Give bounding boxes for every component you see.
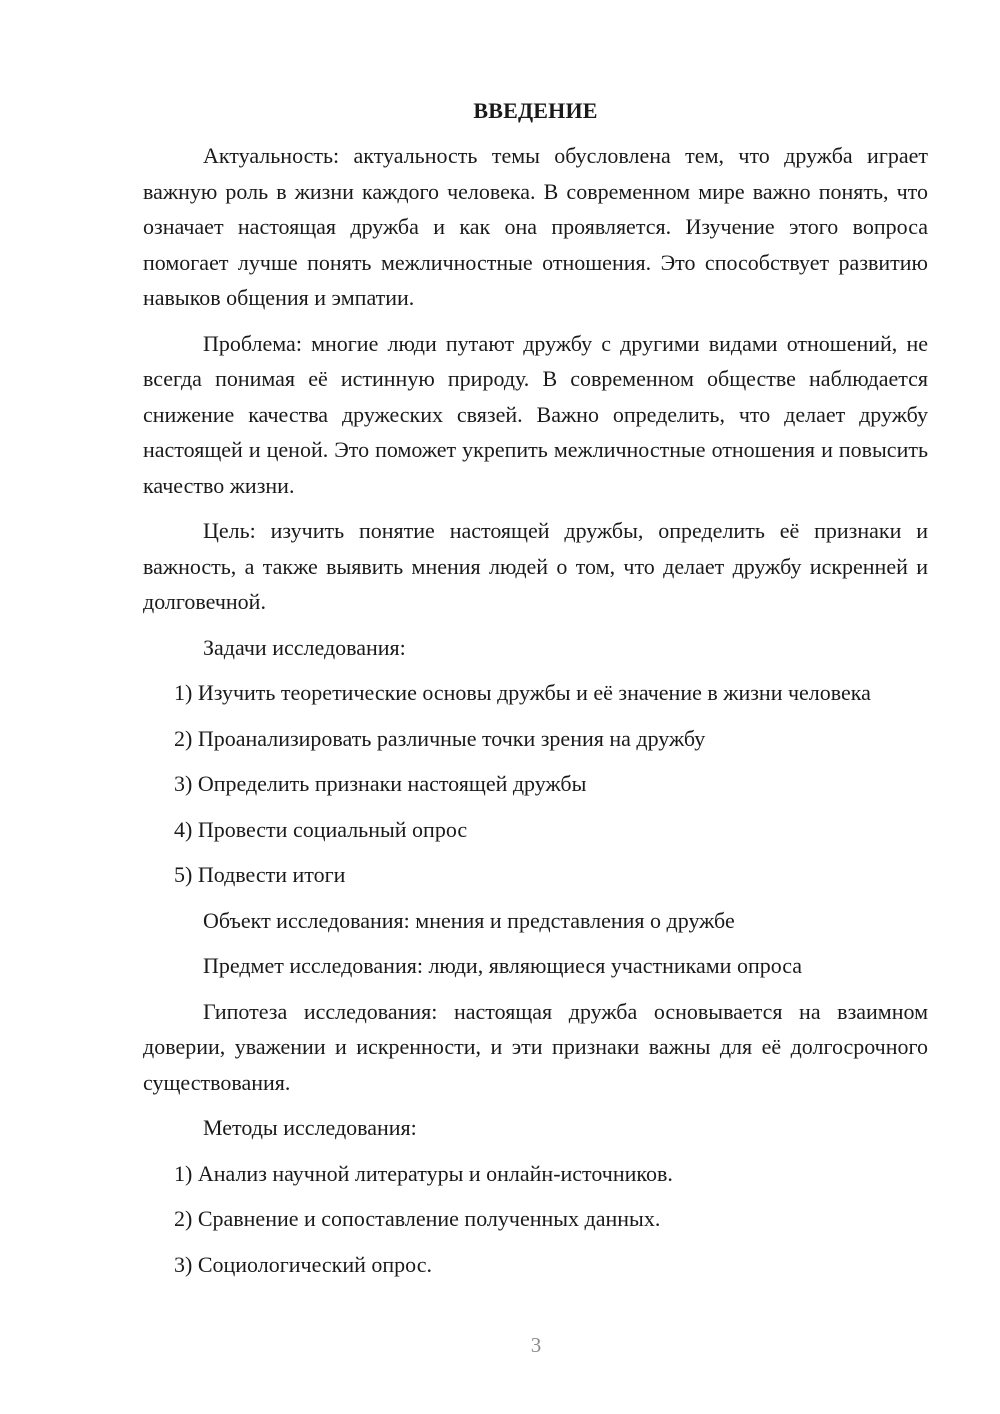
task-item: 2) Проанализировать различные точки зрения на дружбу [174,725,706,751]
method-item: 1) Анализ научной литературы и онлайн-источников. [174,1160,673,1186]
methods-heading: Методы исследования: [203,1115,417,1140]
hypothesis-paragraph: Гипотеза исследования: настоящая дружба основывается на взаимном доверии, уважении и искренности, и эти признаки важны для её долгосрочного существования. [143,998,928,1095]
task-item: 3) Определить признаки настоящей дружбы [174,771,587,796]
method-item: 2) Сравнение и сопоставление полученных данных. [174,1206,661,1231]
goal-paragraph: Цель: изучить понятие настоящей дружбы, определить её признаки и важность, а также выявить мнения людей о том, что делает дружбу искренней и долговечной. [143,518,928,614]
relevance-paragraph: Актуальность: актуальность темы обусловлена тем, что дружба играет важную роль в жизни каждого человека. В современном мире важно понять, что означает настоящая дружба и как она проявляется. Изучение этого вопроса помогает лучше понять межличностные отношения. Это способствует развитию навыков общения и эмпатии. [143,143,928,310]
research-subject: Предмет исследования: люди, являющиеся участниками опроса [203,953,803,978]
task-item: 5) Подвести итоги [174,862,346,887]
page-title: ВВЕДЕНИЕ [473,98,598,123]
task-item: 1) Изучить теоретические основы дружбы и её значение в жизни человека [174,680,871,705]
page-number: 3 [530,1333,542,1357]
page-content [143,93,928,1292]
research-object: Объект исследования: мнения и представления о дружбе [203,907,735,933]
method-item: 3) Социологический опрос. [174,1251,432,1277]
task-item: 4) Провести социальный опрос [174,816,468,842]
problem-paragraph: Проблема: многие люди путают дружбу с другими видами отношений, не всегда понимая её истинную природу. В современном обществе наблюдается снижение качества дружеских связей. Важно определить, что делает дружбу настоящей и ценой. Это поможет укрепить межличностные отношения и повысить качество жизни. [143,330,928,498]
tasks-heading: Задачи исследования: [203,634,406,660]
